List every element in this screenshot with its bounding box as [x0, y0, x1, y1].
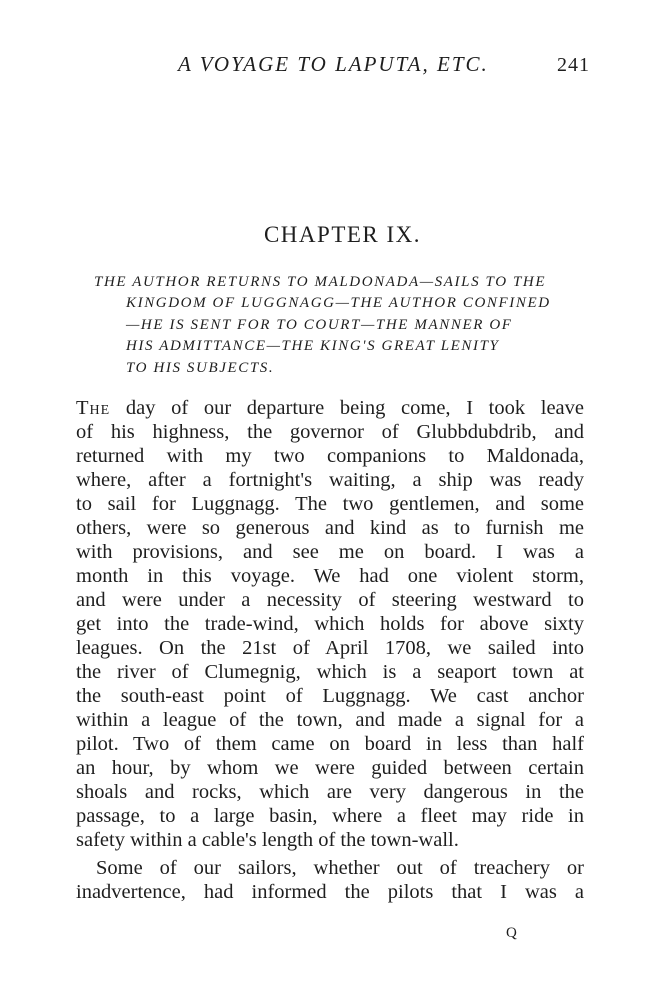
chapter-title: CHAPTER IX. — [263, 222, 422, 247]
body-line: where, after a fortnight's waiting, a ship was ready — [76, 469, 584, 491]
body-line: of his highness, the governor of Glubbdubdrib, and — [76, 421, 584, 443]
first-line-text: day of our departure being come, I took leave — [125, 397, 584, 419]
body-line: with provisions, and see me on board. I was a — [76, 541, 584, 563]
summary-line: HIS ADMITTANCE—THE KING'S GREAT LENITY — [126, 338, 500, 354]
page-number: 241 — [557, 54, 590, 76]
body-line: safety within a cable's length of the town-wall. — [76, 829, 459, 851]
body-line: and were under a necessity of steering westward to — [76, 589, 584, 611]
body-line: Some of our sailors, whether out of treachery or — [96, 857, 584, 879]
body-line: the south-east point of Luggnagg. We cast anchor — [76, 685, 584, 707]
summary-line: —HE IS SENT FOR TO COURT—THE MANNER OF — [126, 317, 513, 333]
summary-line: THE AUTHOR RETURNS TO MALDONADA—SAILS TO THE — [94, 274, 547, 290]
body-line: the river of Clumegnig, which is a seaport town at — [76, 661, 584, 683]
body-line: month in this voyage. We had one violent storm, — [76, 565, 584, 587]
body-line: others, were so generous and kind as to furnish me — [76, 517, 584, 539]
body-line: pilot. Two of them came on board in less than half — [76, 733, 584, 755]
body-line: an hour, by whom we were guided between certain — [76, 757, 584, 779]
body-line: passage, to a large basin, where a fleet may ride in — [76, 805, 584, 827]
body-line: inadvertence, had informed the pilots that I was a — [76, 881, 584, 903]
body-line: leagues. On the 21st of April 1708, we sailed into — [76, 637, 584, 659]
signature-mark: Q — [506, 925, 517, 941]
body-first-line — [76, 396, 584, 420]
body-line: to sail for Luggnagg. The two gentlemen, and some — [76, 493, 584, 515]
body-line: within a league of the town, and made a signal for a — [76, 709, 584, 731]
summary-line: TO HIS SUBJECTS. — [126, 360, 275, 376]
running-title: A VOYAGE TO LAPUTA, ETC. — [178, 52, 489, 76]
body-line: shoals and rocks, which are very dangerous in the — [76, 781, 584, 803]
body-line: returned with my two companions to Maldonada, — [76, 445, 584, 467]
drop-word: The — [76, 397, 111, 419]
body-line: get into the trade-wind, which holds for above sixty — [76, 613, 584, 635]
running-head — [0, 52, 667, 82]
summary-line: KINGDOM OF LUGGNAGG—THE AUTHOR CONFINED — [126, 295, 551, 311]
